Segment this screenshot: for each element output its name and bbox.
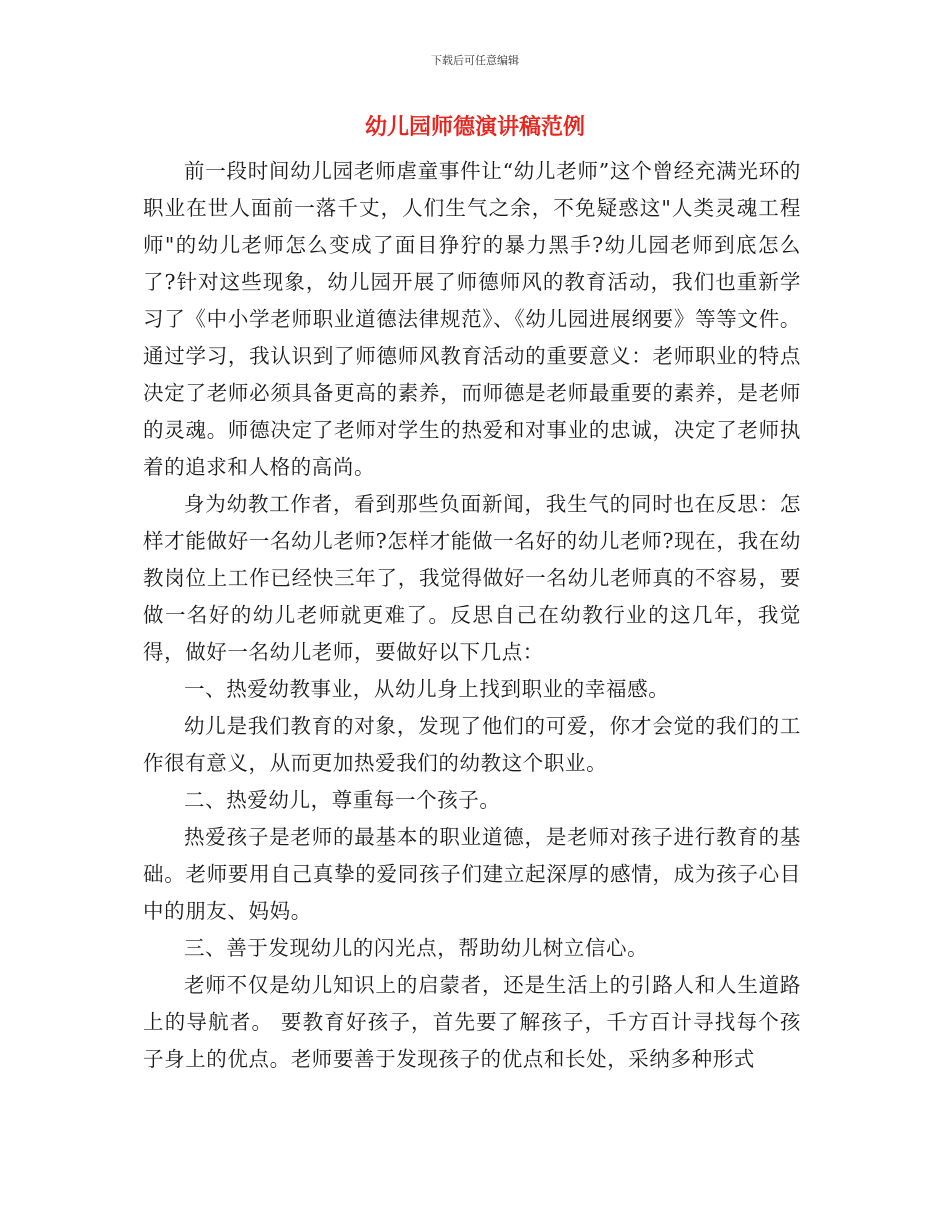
paragraph: 身为幼教工作者，看到那些负面新闻，我生气的同时也在反思：怎样才能做好一名幼儿老师?怎样才能做一名好的幼儿老师?现在，我在幼教岗位上工作已经快三年了，我觉得做好一名幼儿老师真的不容易，要做一名好的幼儿老师就更难了。反思自己在幼教行业的这几年，我觉得，做好一名幼儿老师，要做好以下几点： <box>143 492 801 664</box>
section-heading: 一、热爱幼教事业，从幼儿身上找到职业的幸福感。 <box>184 677 670 701</box>
paragraph: 老师不仅是幼儿知识上的启蒙者，还是生活上的引路人和人生道路上的导航者。 要教育好孩子，首先要了解孩子，千方百计寻找每个孩子身上的优点。老师要善于发现孩子的优点和长处，采纳多种形式 <box>143 973 801 1071</box>
document-title: 幼儿园师德演讲稿范例 <box>364 114 585 140</box>
paragraph: 热爱孩子是老师的最基本的职业道德，是老师对孩子进行教育的基础。老师要用自己真挚的爱同孩子们建立起深厚的感情，成为孩子心目中的朋友、妈妈。 <box>143 825 801 923</box>
paragraph: 幼儿是我们教育的对象，发现了他们的可爱，你才会觉的我们的工作很有意义，从而更加热爱我们的幼教这个职业。 <box>143 714 801 775</box>
paragraph: 前一段时间幼儿园老师虐童事件让“幼儿老师”这个曾经充满光环的职业在世人面前一落千丈，人们生气之余，不免疑惑这"人类灵魂工程师"的幼儿老师怎么变成了面目狰狞的暴力黑手?幼儿园老师到底怎么了?针对这些现象，幼儿园开展了师德师风的教育活动，我们也重新学习了《中小学老师职业道德法律规范》、《幼儿园进展纲要》等等文件。通过学习，我认识到了师德师风教育活动的重要意义：老师职业的特点决定了老师必须具备更高的素养，而师德是老师最重要的素养，是老师的灵魂。师德决定了老师对学生的热爱和对事业的忠诚，决定了老师执着的追求和人格的高尚。 <box>143 159 801 479</box>
document-body <box>143 153 801 1078</box>
header-note: 下载后可任意编辑 <box>431 54 519 67</box>
section-heading: 二、热爱幼儿，尊重每一个孩子。 <box>184 788 501 812</box>
section-heading: 三、善于发现幼儿的闪光点，帮助幼儿树立信心。 <box>184 936 649 960</box>
